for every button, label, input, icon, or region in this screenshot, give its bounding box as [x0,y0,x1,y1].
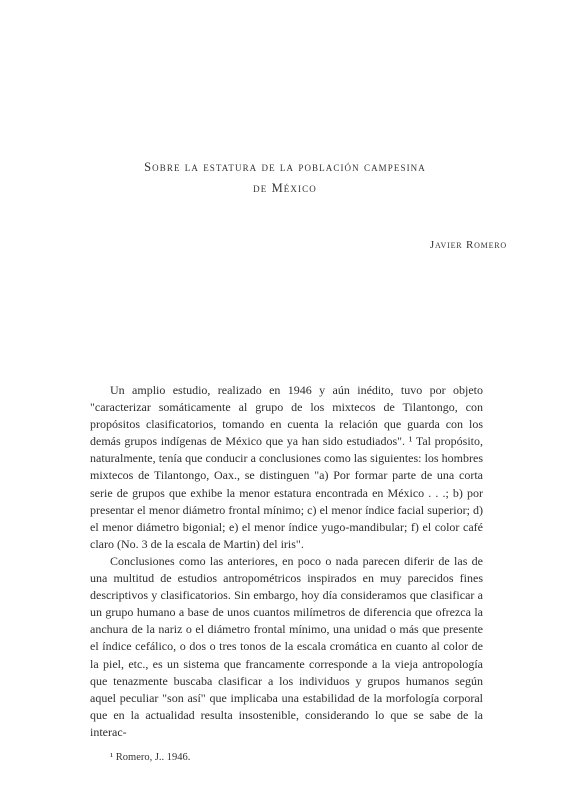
footnote: ¹ Romero, J.. 1946. [110,752,191,763]
paragraph: Conclusiones como las anteriores, en poco o nada parecen diferir de las de una multitud de estudios antropométricos inspirados en muy parecidos fines descriptivos y clasificatorios. Sin embargo, hoy día consideramos que clasificar a un grupo humano a base de unos cuantos milímetros de diferencia que ofrezca la anchura de la nariz o el diámetro frontal mínimo, una unidad o más que presente el índice cefálico, o dos o tres tonos de la escala cromática en cuanto al color de la piel, etc., es un sistema que francamente corresponde a la vieja antropología que tenazmente buscaba clasificar a los individuos y grupos humanos según aquel peculiar "son así" que implicaba una estabilidad de la morfología corporal que en la actualidad resulta insostenible, considerando lo que se sabe de la interac- [90,553,483,739]
title-line-2: de México [253,181,317,195]
title-line-1: Sobre la estatura de la población campesina [144,160,426,174]
author-name: Javier Romero [429,239,507,251]
body-text [90,382,483,741]
article-title [100,157,470,199]
paragraph: Un amplio estudio, realizado en 1946 y aún inédito, tuvo por objeto "caracterizar somáticamente al grupo de los mixtecos de Tilantongo, con propósitos clasificatorios, tomando en cuenta la relación que guarda con los demás grupos indígenas de México que ya han sido estudiados". ¹ Tal propósito, naturalmente, tenía que conducir a conclusiones como las siguientes: los hombres mixtecos de Tilantongo, Oax., se distinguen "a) Por formar parte de una corta serie de grupos que exhibe la menor estatura encontrada en México . . .; b) por presentar el menor diámetro frontal mínimo; c) el menor índice facial superior; d) el menor diámetro bigonial; e) el menor índice yugo-mandibular; f) el color café claro (No. 3 de la escala de Martin) del iris". [90,383,483,551]
